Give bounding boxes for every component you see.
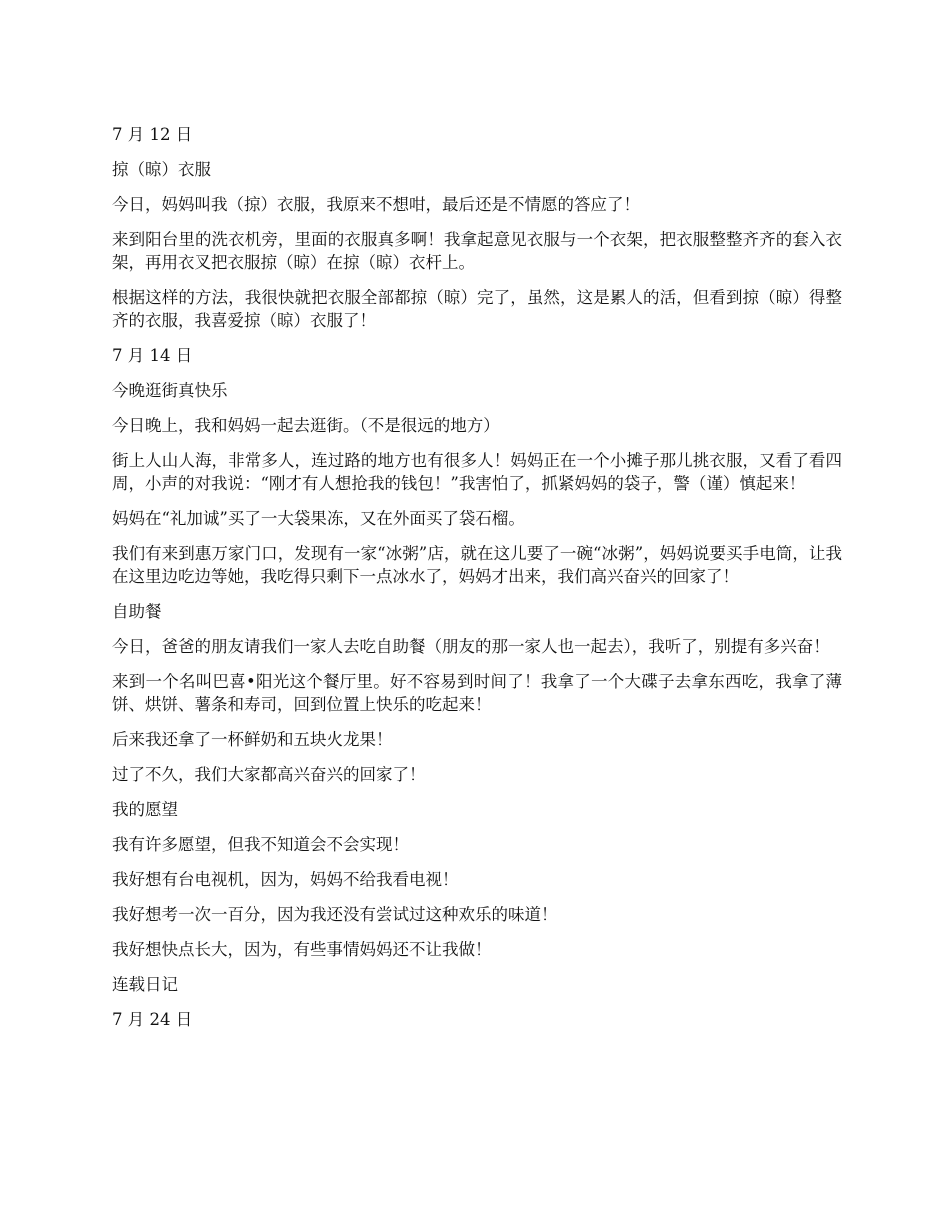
entry-title: 掠（晾）衣服 xyxy=(112,160,211,179)
body-paragraph: 今日，妈妈叫我（掠）衣服，我原来不想咁，最后还是不情愿的答应了！ xyxy=(112,195,640,214)
body-paragraph: 妈妈在“礼加诚”买了一大袋果冻，又在外面买了袋石榴。 xyxy=(112,509,525,528)
body-paragraph: 我们有来到惠万家门口，发现有一家“冰粥”店，就在这儿要了一碗“冰粥”，妈妈说要买手电筒，让我在这里边吃边等她，我吃得只剩下一点冰水了，妈妈才出来，我们高兴奋兴的回家了！ xyxy=(112,544,842,586)
section-title: 连载日记 xyxy=(112,975,178,994)
body-paragraph: 街上人山人海，非常多人，连过路的地方也有很多人！妈妈正在一个小摊子那儿挑衣服，又看了看四周，小声的对我说：“刚才有人想抢我的钱包！”我害怕了，抓紧妈妈的袋子，警（谨）慎起来！ xyxy=(112,451,842,493)
body-paragraph: 我有许多愿望，但我不知道会不会实现！ xyxy=(112,835,409,854)
body-paragraph: 我好想有台电视机，因为，妈妈不给我看电视！ xyxy=(112,870,459,889)
body-paragraph: 我好想快点长大，因为，有些事情妈妈还不让我做！ xyxy=(112,940,492,959)
date-heading: 7 月 24 日 xyxy=(112,1010,193,1029)
body-paragraph: 根据这样的方法，我很快就把衣服全部都掠（晾）完了，虽然，这是累人的活，但看到掠（晾）得整齐的衣服，我喜爱掠（晾）衣服了！ xyxy=(112,288,842,330)
body-paragraph: 后来我还拿了一杯鲜奶和五块火龙果！ xyxy=(112,730,393,749)
document-page xyxy=(112,123,842,1043)
body-paragraph: 来到阳台里的洗衣机旁，里面的衣服真多啊！我拿起意见衣服与一个衣架，把衣服整整齐齐的套入衣架，再用衣叉把衣服掠（晾）在掠（晾）衣杆上。 xyxy=(112,230,842,272)
date-heading: 7 月 14 日 xyxy=(112,346,193,365)
entry-title: 自助餐 xyxy=(112,602,162,621)
body-paragraph: 过了不久，我们大家都高兴奋兴的回家了！ xyxy=(112,765,426,784)
body-paragraph: 今日，爸爸的朋友请我们一家人去吃自助餐（朋友的那一家人也一起去），我听了，别提有多兴奋！ xyxy=(112,637,830,656)
body-paragraph: 来到一个名叫巴喜•阳光这个餐厅里。好不容易到时间了！我拿了一个大碟子去拿东西吃，我拿了薄饼、烘饼、薯条和寿司，回到位置上快乐的吃起来！ xyxy=(112,672,842,714)
body-paragraph: 今日晚上，我和妈妈一起去逛街。（不是很远的地方） xyxy=(112,416,500,435)
body-paragraph: 我好想考一次一百分，因为我还没有尝试过这种欢乐的味道！ xyxy=(112,905,558,924)
entry-title: 我的愿望 xyxy=(112,800,178,819)
entry-title: 今晚逛街真快乐 xyxy=(112,381,228,400)
date-heading: 7 月 12 日 xyxy=(112,125,193,144)
